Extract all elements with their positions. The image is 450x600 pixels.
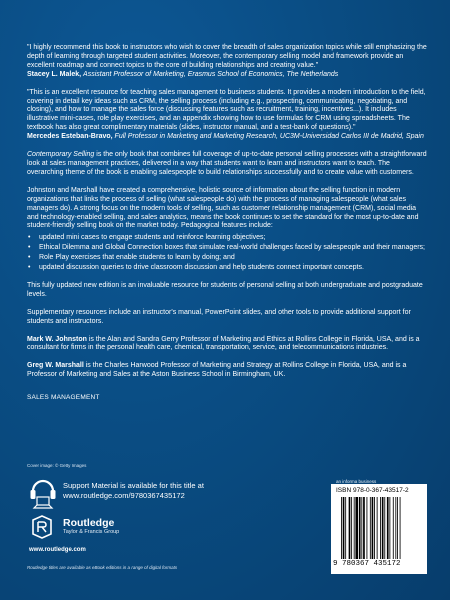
- author-1-bio: is the Alan and Sandra Gerry Professor of Marketing and Ethics at Rollins College in Florida, USA, and is a consultant for firms in the personal health care, chemical, transportation, service, and telecommunications industries.: [27, 335, 420, 352]
- author-2-bio: is the Charles Harwood Professor of Marketing and Strategy at Rollins College in Florida, USA, and is a Professor of Marketing and Sales at the Aston Business School in Birmingham, UK.: [27, 362, 407, 379]
- feature-item: • Role Play exercises that enable students to learn by doing; and: [39, 254, 427, 263]
- quote-2-text: "This is an excellent resource for teaching sales management to business students. It provides a modern introduction to the field, covering in detail key ideas such as CRM, the selling process (including e.g., prospecting, communicating, negotiating, and closing), and how to manage the sales force (discussing features such as recruitment, training, incentives...). It includes illustrative mini-cases, role play exercises, and an appendix showing how to use formulas for CRM using spreadsheets. The textbook has also great complimentary materials (slides, instructor manual, and a test-bank of questions).": [27, 88, 426, 132]
- publisher-name: Routledge: [63, 517, 115, 529]
- feature-item: • Ethical Dilemma and Global Connection boxes that simulate real-world challenges faced by salespeople and their managers;: [39, 244, 427, 253]
- quote-2-affiliation: Full Professor in Marketing and Marketing Research, UC3M-Universidad Carlos III de Madrid, Spain: [114, 133, 424, 141]
- publisher-url[interactable]: www.routledge.com: [29, 547, 86, 553]
- description-para-4: Supplementary resources include an instructor's manual, PowerPoint slides, and other tools to provide additional support for students and instructors.: [27, 308, 411, 325]
- author-bio-1: [27, 336, 427, 354]
- support-material-icon: [29, 479, 57, 509]
- series-label: SALES MANAGEMENT: [27, 394, 100, 402]
- quote-1-attribution: [27, 71, 338, 78]
- feature-item: • updated mini cases to engage students and reinforce learning objectives;: [39, 234, 427, 243]
- barcode-bars: [341, 497, 421, 559]
- quote-1-author: Stacey L. Malek,: [27, 70, 82, 78]
- routledge-logo-icon: [29, 514, 55, 540]
- quote-2-attribution: [27, 133, 424, 140]
- support-url[interactable]: www.routledge.com/9780367435172: [63, 491, 185, 500]
- author-1-name: Mark W. Johnston: [27, 335, 87, 343]
- barcode-number: 9 780367 435172: [333, 560, 401, 568]
- description-para-1-rest: is the only book that combines full coverage of up-to-date personal selling processes with a straightforward look at sales management practices, delivered in a way that students want to learn and instructors want to teach. The overarching theme of the book is enabling salespeople to build relationships successfully and to create value with customers.: [27, 151, 427, 176]
- support-material-block: [27, 477, 257, 511]
- isbn-label: ISBN 978-0-367-43517-2: [336, 487, 409, 494]
- quote-1-text: "I highly recommend this book to instructors who wish to cover the breadth of sales organization topics while still emphasizing the depth of learning through targeted student activities. Moreover, the contemporary selling model and framework provide an excellent roadmap and connect topics to the core of building relationships and creating value.": [27, 44, 427, 69]
- quote-1: [27, 44, 427, 80]
- imprint-text: an informa business: [336, 479, 377, 484]
- author-bio-2: [27, 362, 427, 380]
- quote-2: [27, 89, 427, 142]
- cover-text: [27, 44, 427, 403]
- quote-1-affiliation: Assistant Professor of Marketing, Erasmus School of Economics, The Netherlands: [83, 70, 339, 78]
- publisher-group: Taylor & Francis Group: [63, 529, 120, 535]
- feature-item: • updated discussion queries to drive classroom discussion and help students connect important concepts.: [39, 264, 427, 273]
- support-line-1: Support Material is available for this title at: [63, 481, 204, 490]
- description-para-3: This fully updated new edition is an invaluable resource for students of personal selling at both undergraduate and postgraduate levels.: [27, 281, 423, 298]
- publisher-block: [27, 514, 187, 554]
- feature-list: [27, 234, 427, 273]
- quote-2-author: Mercedes Esteban-Bravo,: [27, 133, 113, 141]
- support-material-text: [63, 481, 204, 501]
- author-2-name: Greg W. Marshall: [27, 362, 84, 370]
- book-title-italic: Contemporary Selling: [27, 151, 95, 159]
- description-para-1: [27, 151, 427, 178]
- barcode-box: [331, 484, 427, 574]
- ebook-note: Routledge titles are available as eBook editions in a range of digital formats: [27, 565, 178, 570]
- description-para-2: Johnston and Marshall have created a comprehensive, holistic source of information about the selling function in modern organizations that links the process of selling (what salespeople do) with the process of managing salespeople (what sales managers do). A strong focus on the modern tools of selling, such as customer relationship management (CRM), social media and technology-enabled selling, and sales analytics, means the book continues to set the standard for the most up-to-date and student-friendly selling book on the market today. Pedagogical features include:: [27, 186, 419, 230]
- cover-credit: Cover image: © Getty Images: [27, 463, 87, 468]
